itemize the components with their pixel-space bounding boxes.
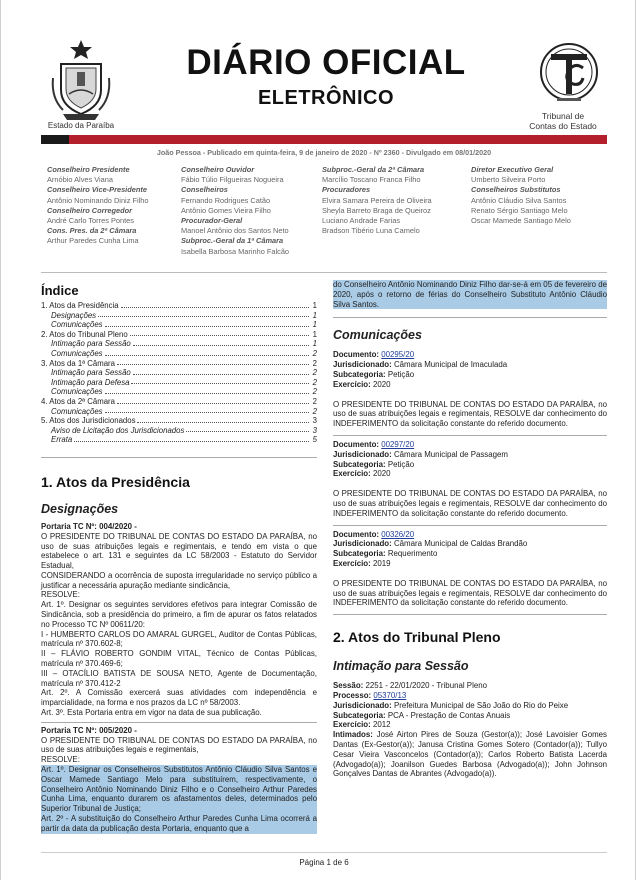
communication-entry bbox=[333, 530, 607, 609]
communication-text: O PRESIDENTE DO TRIBUNAL DE CONTAS DO ESTADO DA PARAÍBA, no uso de suas atribuições legais e regimentais, RESOLVE dar conhecimento do INDEFERIMENTO da solicitação constante do referido documento. bbox=[333, 489, 607, 518]
index-item-label: Comunicações bbox=[51, 406, 103, 416]
subcategoria-value: Requerimento bbox=[387, 549, 438, 559]
index-item-page: 2 bbox=[312, 358, 317, 368]
highlighted-text: do Conselheiro Antônio Nominando Diniz Filho dar-se-á em 05 de fevereiro de 2020, após o retorno de férias do Conselheiro Substituto Antônio Cláudio Silva Santos. bbox=[333, 280, 607, 309]
right-column bbox=[333, 280, 607, 779]
document-number-label: Documento: bbox=[333, 350, 380, 360]
subcategoria-label: Subcategoria: bbox=[333, 549, 386, 559]
index-leader-dots bbox=[186, 426, 309, 433]
subcategoria-row bbox=[333, 370, 607, 380]
index-item[interactable] bbox=[41, 359, 317, 369]
document-number-row bbox=[333, 350, 607, 360]
index-leader-dots bbox=[131, 378, 309, 385]
official-title: Procuradores bbox=[322, 185, 371, 195]
document-number-label: Documento: bbox=[333, 439, 380, 449]
officials-list bbox=[47, 165, 607, 260]
index-item-label: Intimação para Defesa bbox=[51, 377, 130, 387]
jurisdicionado-label: Jurisdicionado: bbox=[333, 539, 392, 549]
tce-label: Tribunal de Contas do Estado bbox=[529, 111, 597, 131]
subcategoria-label: Subcategoria: bbox=[333, 459, 386, 469]
index-item-label: Intimação para Sessão bbox=[51, 368, 131, 378]
index-item-page: 1 bbox=[312, 320, 317, 330]
exercicio-row bbox=[333, 559, 607, 569]
official-name: Arthur Paredes Cunha Lima bbox=[47, 236, 139, 246]
index-leader-dots bbox=[117, 397, 309, 404]
jurisdicionado-label: Jurisdicionado: bbox=[333, 449, 392, 459]
index-item-page: 2 bbox=[312, 377, 317, 387]
official-name: Arnóbio Alves Viana bbox=[47, 175, 114, 185]
communication-text: O PRESIDENTE DO TRIBUNAL DE CONTAS DO ESTADO DA PARAÍBA, no uso de suas atribuições legais e regimentais, RESOLVE dar conhecimento do INDEFERIMENTO da solicitação constante do referido documento. bbox=[333, 578, 607, 608]
exercicio-label: Exercício: bbox=[333, 469, 371, 479]
index-item[interactable] bbox=[41, 330, 317, 340]
index-item[interactable] bbox=[41, 407, 317, 417]
header-color-bar bbox=[41, 135, 607, 144]
header-divider bbox=[41, 272, 607, 273]
official-title: Subproc.-Geral da 1ª Câmara bbox=[181, 236, 284, 246]
index-item[interactable] bbox=[41, 435, 317, 445]
index-leader-dots bbox=[105, 407, 309, 414]
index-item[interactable] bbox=[41, 387, 317, 397]
official-name: Sheyla Barreto Braga de Queiroz bbox=[322, 205, 431, 215]
document-number-row bbox=[333, 440, 607, 450]
official-name: Fábio Túlio Filgueiras Nogueira bbox=[181, 175, 284, 185]
document-number-link[interactable]: 00326/20 bbox=[381, 529, 415, 539]
index-leader-dots bbox=[117, 359, 309, 366]
subsection-heading-designacoes: Designações bbox=[41, 501, 119, 516]
index-item-label: Aviso de Licitação dos Jurisdicionados bbox=[51, 425, 185, 435]
subcategoria-value: Petição bbox=[387, 369, 415, 379]
official-title: Conselheiro Presidente bbox=[47, 165, 130, 174]
index-item[interactable] bbox=[41, 349, 317, 359]
header-bar-red bbox=[69, 135, 607, 144]
section-heading-tribunal-pleno: 2. Atos do Tribunal Pleno bbox=[333, 629, 501, 646]
officials-column-3 bbox=[322, 165, 432, 236]
official-name: Luciano Andrade Farias bbox=[322, 216, 401, 226]
communications-list bbox=[333, 350, 607, 619]
publication-line: João Pessoa - Publicado em quinta-feira, 9 de janeiro de 2020 - Nº 2360 - Divulgado em 08/01/2020 bbox=[156, 148, 492, 157]
subcategoria-value: Petição bbox=[387, 459, 415, 469]
index-item-label: 1. Atos da Presidência bbox=[41, 301, 119, 310]
official-title: Conselheiros Substitutos bbox=[471, 185, 561, 195]
footer-divider bbox=[41, 852, 607, 853]
exercicio-value: 2020 bbox=[372, 379, 391, 389]
index-leader-dots bbox=[105, 387, 309, 394]
page-number: Página 1 de 6 bbox=[299, 858, 349, 867]
index-item-page: 1 bbox=[312, 329, 317, 339]
document-number-row bbox=[333, 530, 607, 540]
communication-text: O PRESIDENTE DO TRIBUNAL DE CONTAS DO ESTADO DA PARAÍBA, no uso de suas atribuições legais e regimentais, RESOLVE dar conhecimento do INDEFERIMENTO da solicitação constante do referido documento. bbox=[333, 399, 607, 429]
jurisdicionado-label: Jurisdicionado: bbox=[333, 360, 392, 370]
index-item-page: 2 bbox=[312, 396, 317, 406]
official-title: Cons. Pres. da 2ª Câmara bbox=[47, 226, 137, 236]
index-list bbox=[41, 301, 317, 445]
state-coat-of-arms-icon bbox=[49, 38, 113, 122]
index-item[interactable] bbox=[41, 368, 317, 378]
officials-column-2 bbox=[181, 165, 289, 257]
index-leader-dots bbox=[130, 330, 309, 337]
officials-column-1 bbox=[47, 165, 148, 247]
index-item-page: 2 bbox=[312, 406, 317, 416]
official-title: Conselheiro Corregedor bbox=[47, 205, 133, 215]
index-item-page: 2 bbox=[312, 348, 317, 358]
index-item-page: 1 bbox=[312, 301, 317, 310]
index-item-label: 2. Atos do Tribunal Pleno bbox=[41, 329, 128, 339]
exercicio-label: Exercício: bbox=[333, 379, 371, 389]
index-item-label: Comunicações bbox=[51, 387, 103, 397]
index-item-label: Comunicações bbox=[51, 320, 103, 330]
highlighted-text: Art. 2º - A substituição do Conselheiro Arthur Paredes Cunha Lima ocorrerá a partir da data da publicação desta Portaria, enquanto que a bbox=[41, 814, 317, 833]
index-item-page: 1 bbox=[312, 310, 317, 320]
section-heading-presidencia: 1. Atos da Presidência bbox=[41, 473, 190, 490]
subcategoria-row bbox=[333, 460, 607, 470]
index-title: Índice bbox=[41, 283, 79, 298]
exercicio-row bbox=[333, 469, 607, 479]
page-title: DIÁRIO OFICIAL bbox=[186, 43, 466, 82]
processo-link[interactable]: 05370/13 bbox=[373, 690, 407, 700]
subsection-heading-comunicacoes: Comunicações bbox=[333, 328, 422, 343]
index-item-label: Comunicações bbox=[51, 348, 103, 358]
exercicio-value: 2019 bbox=[372, 558, 391, 568]
state-label: Estado da Paraíba bbox=[47, 121, 115, 130]
header-bar-black bbox=[41, 135, 69, 144]
header bbox=[41, 38, 607, 134]
index-item-label: 4. Atos da 2ª Câmara bbox=[41, 396, 115, 406]
session-notice: Sessão: 2251 - 22/01/2020 - Tribunal Pleno Processo: 05370/13 Jurisdicionado: Prefeitura Municipal de São João do Rio do Peixe Subcategoria: PCA - Prestação de Contas Anuais Exercício: 2012 Intimados: José Airton Pires de Souza (Gestor(a)); José Lavoisier Gomes Dantas (Ex-Gestor(a)); Janusa Cristina Gomes Sotero (Contador(a)); Tullyo Cesar Vieira Vasconcelos (Contador(a)); Carlos Roberto Batista Lacerda (Advogado(a)); Joanilson Guedes Barbosa (Advogado(a)); John Johnson Gonçalves Dantas de Abrantes (Advogado(a)). bbox=[333, 681, 607, 779]
document-number-link[interactable]: 00295/20 bbox=[381, 350, 415, 360]
portaria-005: Portaria TC Nº: 005/2020 - O PRESIDENTE DO TRIBUNAL DE CONTAS DO ESTADO DA PARAÍBA, no uso de suas atribuições legais e regimentais, RESOLVE: Art. 1º. Designar os Conselheiros Substitutos Antônio Cláudio Silva Santos e Oscar Mamede Santiago Melo para substituírem, respectivamente, o Conselheiro Antônio Nominando Diniz Filho e o Conselheiro Arthur Paredes Cunha Lima, enquanto durarem os afastamentos deles, determinados pelo Superior Tribunal de Justiça; Art. 2º - A substituição do Conselheiro Arthur Paredes Cunha Lima ocorrerá a partir da data da publicação desta Portaria, enquanto que a bbox=[41, 725, 317, 833]
index-leader-dots bbox=[137, 416, 309, 423]
index-item-page: 3 bbox=[312, 416, 317, 426]
exercicio-value: 2020 bbox=[372, 469, 391, 479]
subcategoria-row bbox=[333, 549, 607, 559]
jurisdicionado-row bbox=[333, 450, 607, 460]
official-name: Antônio Nominando Diniz Filho bbox=[47, 195, 149, 205]
portaria-004: Portaria TC Nº: 004/2020 - O PRESIDENTE DO TRIBUNAL DE CONTAS DO ESTADO DA PARAÍBA, no uso de suas atribuições legais e regimentais, e tendo em vista o que estabelece o art. 131 e seguintes da LC 58/2003 - Estatuto do Servidor Estadual, CONSIDERANDO a ocorrência de suposta irregularidade no serviço público a justificar a necessária apuração mediante sindicância, RESOLVE: Art. 1º. Designar os seguintes servidores efetivos para integrar Comissão de Sindicância, sob a presidência do primeiro, a fim de apurar os fatos relatados no Processo TC Nº 00611/20: I - HUMBERTO CARLOS DO AMARAL GURGEL, Auditor de Contas Públicas, matrícula nº 370.602-8; II – FLÁVIO ROBERTO GONDIM VITAL, Técnico de Contas Públicas, matrícula nº 370.469-6; III – OTACÍLIO BATISTA DE SOUSA NETO, Agente de Documentação, matrícula nº 370.412-2 Art. 2º. A Comissão exercerá suas atividades com independência e imparcialidade, na forma e nos prazos da LC nº 58/2003. Art. 3º. Esta Portaria entra em vigor na data de sua publicação. bbox=[41, 521, 317, 718]
official-name: Isabella Barbosa Marinho Falcão bbox=[181, 246, 290, 256]
official-name: Umberto Silveira Porto bbox=[471, 175, 546, 185]
exercicio-row bbox=[333, 380, 607, 390]
index-leader-dots bbox=[133, 368, 309, 375]
index-item[interactable] bbox=[41, 378, 317, 388]
jurisdicionado-row bbox=[333, 539, 607, 549]
official-title: Diretor Executivo Geral bbox=[471, 165, 554, 174]
index-item[interactable] bbox=[41, 397, 317, 407]
index-item[interactable] bbox=[41, 301, 317, 311]
jurisdicionado-row bbox=[333, 360, 607, 370]
official-title: Conselheiros bbox=[181, 185, 228, 195]
subsection-heading-intimacao: Intimação para Sessão bbox=[333, 659, 469, 674]
index-item-page: 2 bbox=[312, 368, 317, 378]
index-item[interactable] bbox=[41, 311, 317, 321]
highlighted-text: Art. 1º. Designar os Conselheiros Substitutos Antônio Cláudio Silva Santos e Oscar Mamede Santiago Melo para substituírem, respectivamente, o Conselheiro Antônio Nominando Diniz Filho e o Conselheiro Arthur Paredes Cunha Lima, enquanto durarem os afastamentos deles, determinados pelo Superior Tribunal de Justiça; bbox=[41, 765, 317, 814]
communication-entry bbox=[333, 350, 607, 429]
index-item-label: Intimação para Sessão bbox=[51, 339, 131, 349]
jurisdicionado-value: Câmara Municipal de Passagem bbox=[393, 449, 508, 459]
spacer bbox=[333, 390, 607, 400]
official-name: Bradson Tibério Luna Camelo bbox=[322, 226, 420, 236]
index-item-label: 3. Atos da 1ª Câmara bbox=[41, 358, 115, 368]
official-name: Manoel Antônio dos Santos Neto bbox=[181, 226, 289, 236]
document-number-link[interactable]: 00297/20 bbox=[381, 439, 415, 449]
official-name: Fernando Rodrigues Catão bbox=[181, 195, 271, 205]
official-name: Renato Sérgio Santiago Melo bbox=[471, 205, 568, 215]
index-leader-dots bbox=[133, 339, 309, 346]
official-title: Conselheiro Ouvidor bbox=[181, 165, 255, 174]
exercicio-label: Exercício: bbox=[333, 558, 371, 568]
index-leader-dots bbox=[74, 435, 309, 442]
official-name: Antônio Gomes Vieira Filho bbox=[181, 205, 271, 215]
index-item[interactable] bbox=[41, 320, 317, 330]
jurisdicionado-value: Câmara Municipal de Imaculada bbox=[393, 360, 508, 370]
index-item-label: Designações bbox=[51, 310, 97, 320]
officials-column-4 bbox=[471, 165, 571, 226]
page-subtitle: ELETRÔNICO bbox=[257, 87, 395, 109]
index-item-page: 1 bbox=[312, 339, 317, 349]
index-leader-dots bbox=[121, 301, 309, 308]
official-title: Procurador-Geral bbox=[181, 216, 243, 226]
index-item[interactable] bbox=[41, 339, 317, 349]
index-item-label: Errata bbox=[51, 435, 73, 445]
tce-logo-icon bbox=[537, 40, 601, 110]
spacer bbox=[333, 569, 607, 579]
official-name: André Carlo Torres Pontes bbox=[47, 216, 134, 226]
official-name: Antônio Cláudio Silva Santos bbox=[471, 195, 567, 205]
official-title: Conselheiro Vice-Presidente bbox=[47, 185, 147, 195]
spacer bbox=[333, 479, 607, 489]
official-title: Subproc.-Geral da 2ª Câmara bbox=[322, 165, 425, 174]
subcategoria-label: Subcategoria: bbox=[333, 369, 386, 379]
index-item[interactable] bbox=[41, 426, 317, 436]
official-name: Marcílio Toscano Franca Filho bbox=[322, 175, 421, 185]
official-name: Elvira Samara Pereira de Oliveira bbox=[322, 195, 432, 205]
index-leader-dots bbox=[98, 311, 309, 318]
index-leader-dots bbox=[105, 320, 309, 327]
index-item-page: 2 bbox=[312, 387, 317, 397]
index-item-label: 5. Atos dos Jurisdicionados bbox=[41, 416, 136, 426]
document-number-label: Documento: bbox=[333, 529, 380, 539]
index-item[interactable] bbox=[41, 416, 317, 426]
left-column bbox=[41, 283, 317, 834]
jurisdicionado-value: Câmara Municipal de Caldas Brandão bbox=[393, 539, 528, 549]
index-item-page: 3 bbox=[312, 425, 317, 435]
index-leader-dots bbox=[105, 349, 309, 356]
communication-entry bbox=[333, 440, 607, 519]
index-item-page: 5 bbox=[312, 435, 317, 445]
official-name: Oscar Mamede Santiago Melo bbox=[471, 216, 571, 226]
